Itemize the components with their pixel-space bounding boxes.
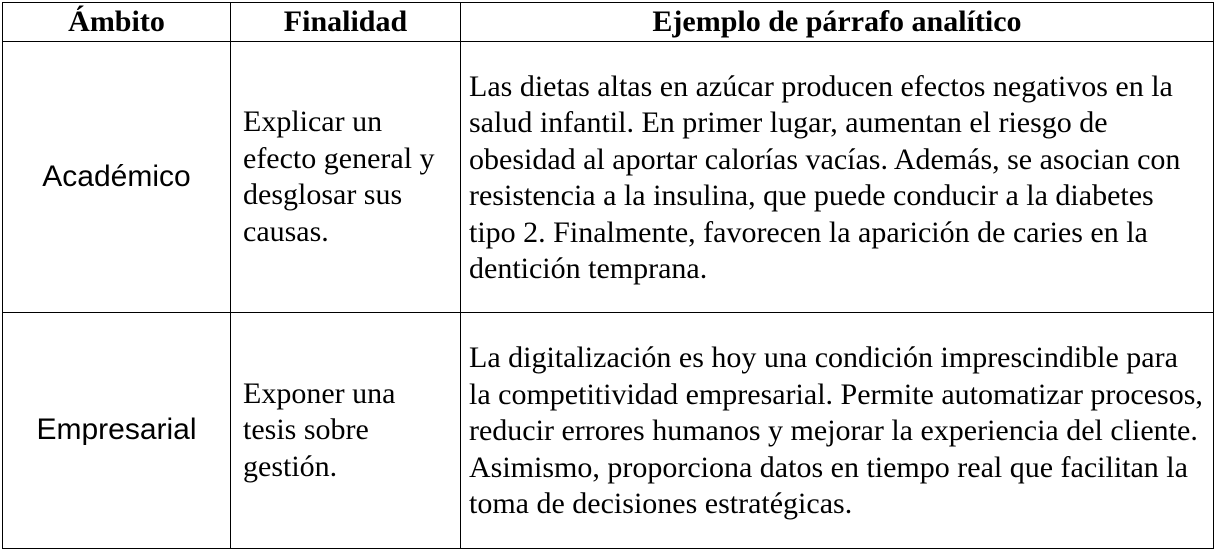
table-row [3, 42, 1214, 313]
header-example: Ejemplo de párrafo analítico [461, 3, 1214, 42]
analytic-paragraph-table [2, 2, 1214, 549]
table-body [3, 42, 1214, 549]
header-row [3, 3, 1214, 42]
table-row [3, 313, 1214, 549]
cell-purpose: Exponer una tesis sobre gestión. [231, 313, 461, 549]
cell-example: La digitalización es hoy una condición imprescindible para la competitividad empresarial. Permite automatizar procesos, reducir errores humanos y mejorar la experiencia del cliente. Asimismo, proporciona datos en tiempo real que facilitan la toma de decisiones estratégicas. [461, 313, 1214, 549]
header-purpose: Finalidad [231, 3, 461, 42]
cell-purpose: Explicar un efecto general y desglosar sus causas. [231, 42, 461, 313]
cell-scope: Académico [3, 42, 231, 313]
cell-example: Las dietas altas en azúcar producen efectos negativos en la salud infantil. En primer lugar, aumentan el riesgo de obesidad al aportar calorías vacías. Además, se asocian con resistencia a la insulina, que puede conducir a la diabetes tipo 2. Finalmente, favorecen la aparición de caries en la dentición temprana. [461, 42, 1214, 313]
table-header [3, 3, 1214, 42]
cell-scope: Empresarial [3, 313, 231, 549]
header-scope: Ámbito [3, 3, 231, 42]
